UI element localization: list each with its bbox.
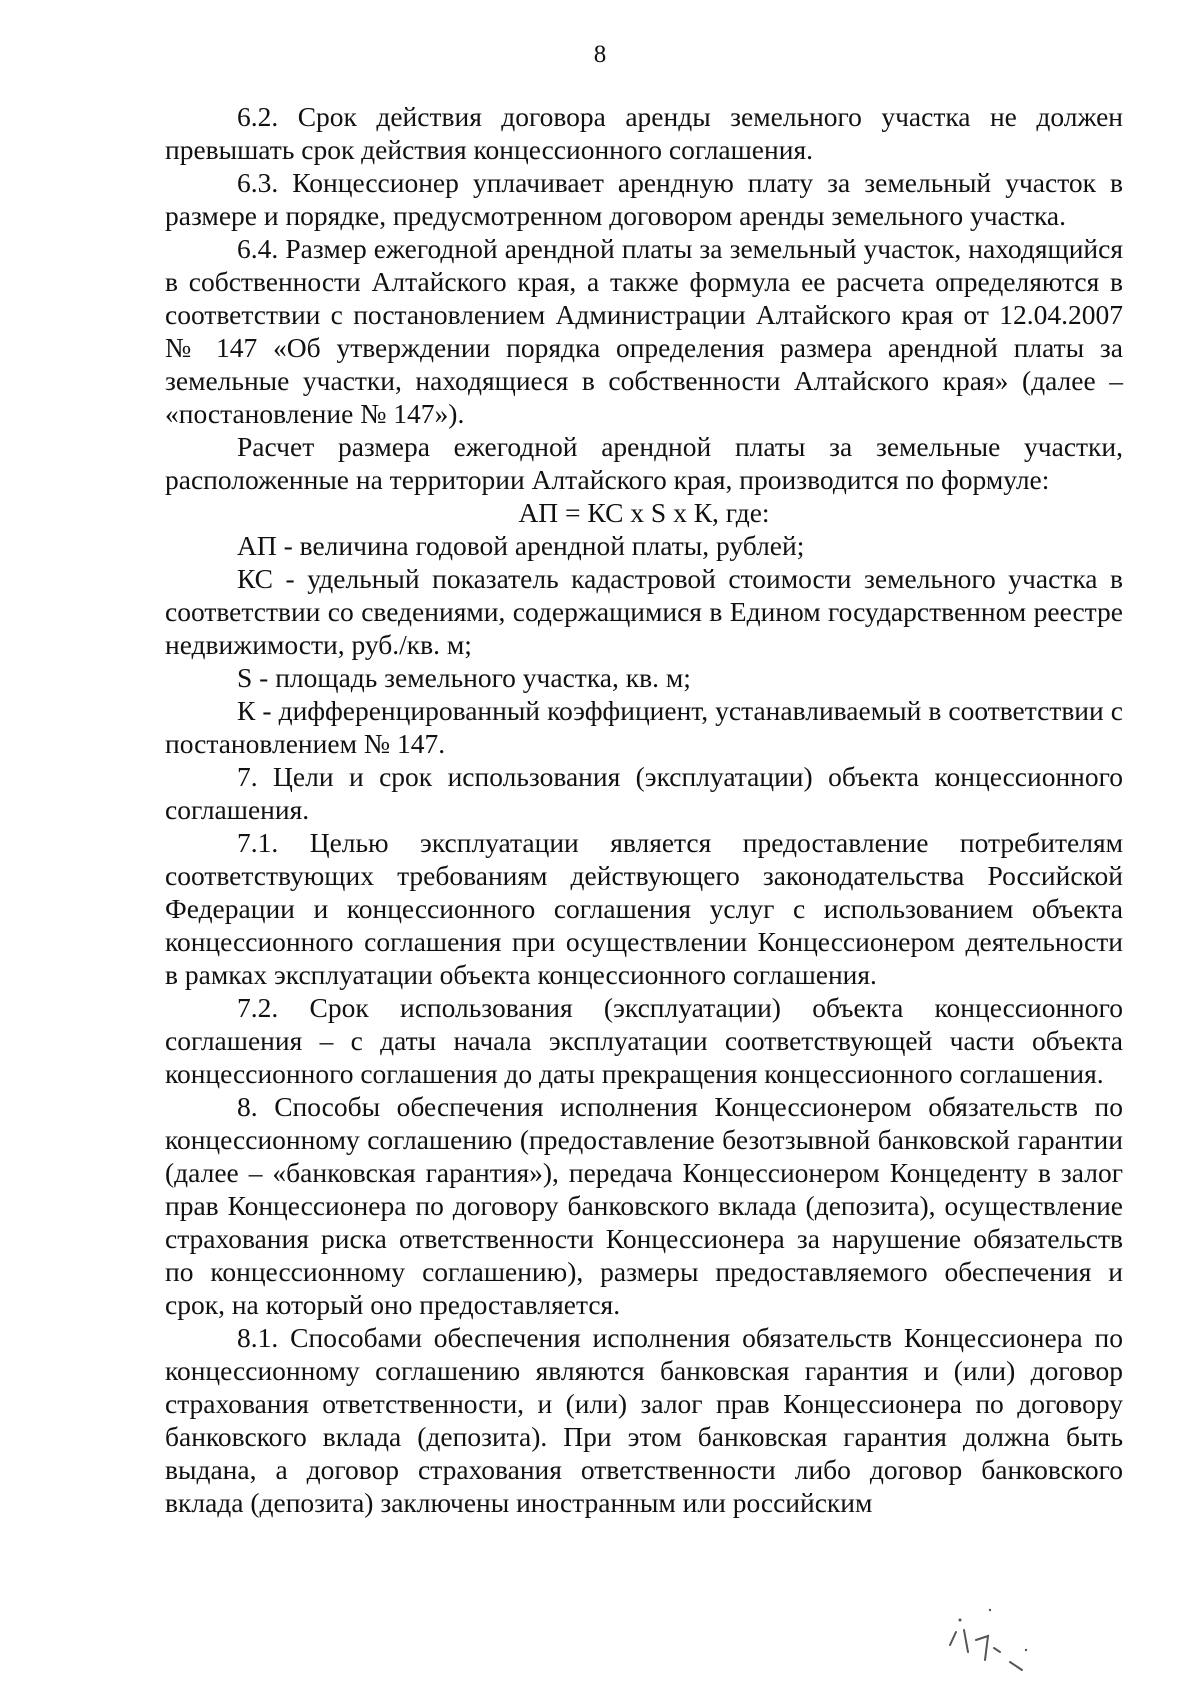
section-8-heading: 8. Способы обеспечения исполнения Концессионером обязательств по концессионному соглашению (предоставление безотзывной банковской гарантии (далее – «банковская гарантия»), передача Концессионером Концеденту в залог прав Концессионера по договору банковского вклада (депозита), осуществление страхования риска ответственности Концессионера за нарушение обязательств по концессионному соглашению), размеры предоставляемого обеспечения и срок, на который оно предоставляется.: [165, 1091, 1123, 1320]
paragraph-6-2: 6.2. Срок действия договора аренды земельного участка не должен превышать срок действия концессионного соглашения.: [165, 101, 1123, 165]
handwritten-mark: [930, 1590, 1050, 1680]
paragraph-7-1: 7.1. Целью эксплуатации является предоставление потребителям соответствующих требованиям действующего законодательства Российской Федерации и концессионного соглашения услуг с использованием объекта концессионного соглашения при осуществлении Концессионером деятельности в рамках эксплуатации объекта концессионного соглашения.: [165, 827, 1123, 990]
page-number: 8: [593, 41, 607, 68]
section-7-heading: 7. Цели и срок использования (эксплуатации) объекта концессионного соглашения.: [165, 761, 1123, 825]
formula-term-s: S - площадь земельного участка, кв. м;: [237, 662, 691, 693]
formula-term-ks: КС - удельный показатель кадастровой стоимости земельного участка в соответствии со сведениями, содержащимися в Едином государственном реестре недвижимости, руб./кв. м;: [165, 563, 1123, 660]
paragraph-6-3: 6.3. Концессионер уплачивает арендную плату за земельный участок в размере и порядке, предусмотренном договором аренды земельного участка.: [165, 167, 1123, 231]
formula-term-k: К - дифференцированный коэффициент, устанавливаемый в соответствии с постановлением № 147.: [165, 695, 1123, 759]
paragraph-rent-calculation: Расчет размера ежегодной арендной платы за земельные участки, расположенные на территории Алтайского края, производится по формуле:: [165, 431, 1123, 495]
paragraph-6-4: 6.4. Размер ежегодной арендной платы за земельный участок, находящийся в собственности Алтайского края, а также формула ее расчета определяются в соответствии с постановлением Администрации Алтайского края от 12.04.2007 № 147 «Об утверждении порядка определения размера арендной платы за земельные участки, находящиеся в собственности Алтайского края» (далее – «постановление № 147»).: [165, 233, 1123, 429]
paragraph-7-2: 7.2. Срок использования (эксплуатации) объекта концессионного соглашения – с даты начала эксплуатации соответствующей части объекта концессионного соглашения до даты прекращения концессионного соглашения.: [165, 992, 1123, 1089]
document-body: [165, 100, 1123, 1519]
rent-formula: АП = КС x S x К, где:: [518, 497, 770, 528]
paragraph-8-1: 8.1. Способами обеспечения исполнения обязательств Концессионера по концессионному соглашению являются банковская гарантия и (или) договор страхования ответственности, и (или) залог прав Концессионера по договору банковского вклада (депозита). При этом банковская гарантия должна быть выдана, а договор страхования ответственности либо договор банковского вклада (депозита) заключены иностранным или российским: [165, 1322, 1123, 1518]
formula-term-ap: АП - величина годовой арендной платы, рублей;: [237, 530, 805, 561]
